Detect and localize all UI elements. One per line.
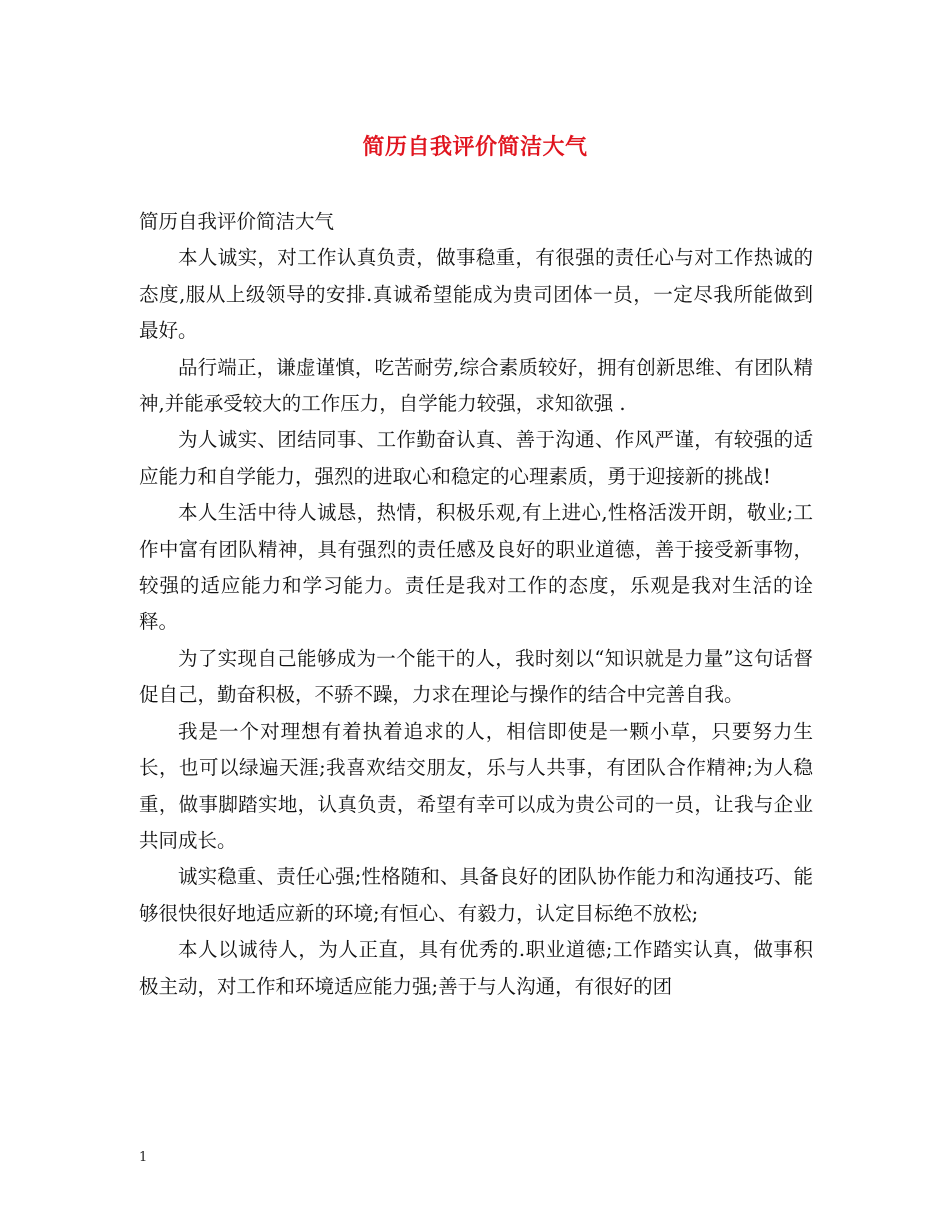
page-number: 1	[139, 1150, 148, 1165]
paragraph-5: 为了实现自己能够成为一个能干的人，我时刻以“知识就是力量”这句话督促自己，勤奋积极，不骄不躁，力求在理论与操作的结合中完善自我。	[139, 646, 813, 707]
paragraph-6: 我是一个对理想有着执着追求的人，相信即使是一颗小草，只要努力生长，也可以绿遍天涯;我喜欢结交朋友，乐与人共事，有团队合作精神;为人稳重，做事脚踏实地，认真负责，希望有幸可以成为贵公司的一员，让我与企业共同成长。	[139, 719, 813, 852]
document-body	[139, 204, 813, 1005]
paragraph-2: 品行端正，谦虚谨慎，吃苦耐劳,综合素质较好，拥有创新思维、有团队精神,并能承受较大的工作压力，自学能力较强，求知欲强 .	[139, 355, 813, 416]
paragraph-1: 本人诚实，对工作认真负责，做事稳重，有很强的责任心与对工作热诚的态度,服从上级领导的安排.真诚希望能成为贵司团体一员，一定尽我所能做到最好。	[139, 246, 813, 343]
paragraph-8: 本人以诚待人，为人正直，具有优秀的.职业道德;工作踏实认真，做事积极主动，对工作和环境适应能力强;善于与人沟通，有很好的团	[139, 938, 813, 998]
document-title: 简历自我评价简洁大气	[362, 134, 588, 160]
paragraph-4: 本人生活中待人诚恳，热情，积极乐观,有上进心,性格活泼开朗，敬业;工作中富有团队精神，具有强烈的责任感及良好的职业道德，善于接受新事物，较强的适应能力和学习能力。责任是我对工作的态度，乐观是我对生活的诠释。	[139, 501, 813, 634]
paragraph-3: 为人诚实、团结同事、工作勤奋认真、善于沟通、作风严谨，有较强的适应能力和自学能力，强烈的进取心和稳定的心理素质，勇于迎接新的挑战!	[139, 428, 813, 488]
paragraph-7: 诚实稳重、责任心强;性格随和、具备良好的团队协作能力和沟通技巧、能够很快很好地适应新的环境;有恒心、有毅力，认定目标绝不放松;	[139, 865, 813, 925]
document-subtitle: 简历自我评价简洁大气	[139, 210, 335, 233]
